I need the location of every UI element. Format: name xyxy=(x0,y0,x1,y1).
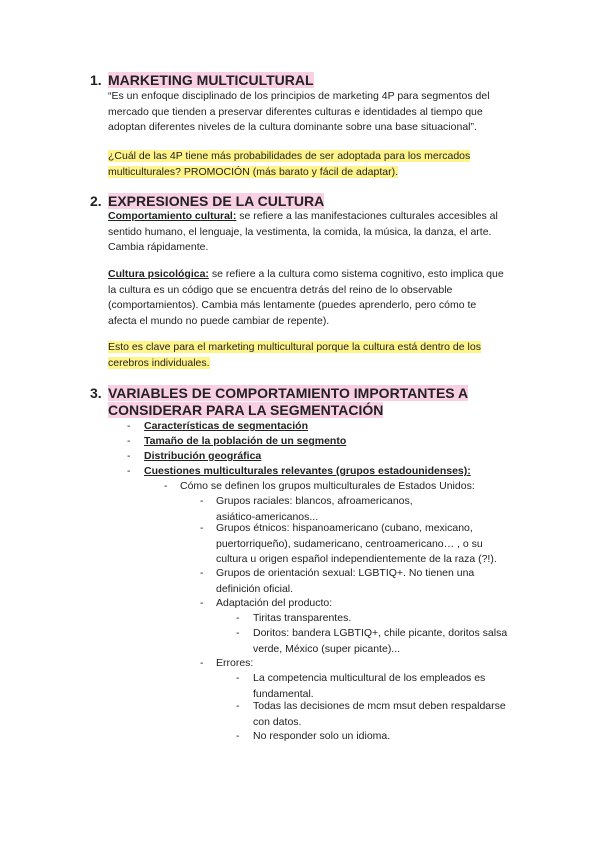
section-1-heading xyxy=(90,72,314,89)
item-line: verde, México (super picante)... xyxy=(253,642,401,655)
term-cultura-psicologica: Cultura psicológica: xyxy=(108,268,209,280)
paragraph-text: se refiere a la cultura como sistema cognitivo, esto implica que xyxy=(208,268,504,280)
psychological-culture-paragraph xyxy=(108,267,528,329)
question-4p xyxy=(108,149,528,180)
item-line: asiático-americanos... xyxy=(216,510,319,523)
quote-line: “Es un enfoque disciplinado de los principios de marketing 4P para segmentos del xyxy=(108,90,490,102)
paragraph-line: afecta el mundo no puede cambiar de repente). xyxy=(108,314,330,327)
bullet-dash: - xyxy=(127,465,131,477)
section-1-title: MARKETING MULTICULTURAL xyxy=(108,72,314,88)
cultural-behavior-paragraph xyxy=(108,209,528,256)
paragraph-line: (comportamientos). Cambia más lentamente (puedes aprenderlo, pero cómo te xyxy=(108,299,477,311)
item-line: cultura u origen español independientemente de la raza (?!). xyxy=(216,553,497,565)
bullet-dash: - xyxy=(127,450,131,462)
quote-line: mercado que tienden a preservar diferentes culturas e identidades al tiempo que xyxy=(108,105,483,118)
section-3-heading xyxy=(90,385,468,419)
error-item: No responder solo un idioma. xyxy=(253,730,391,742)
key-line: cerebros individuales. xyxy=(108,356,210,369)
sub-bullet-item: Cómo se definen los grupos multiculturales de Estados Unidos: xyxy=(180,480,475,492)
bullet-item: Cuestiones multiculturales relevantes (grupos estadounidenses): xyxy=(144,465,471,477)
item-line: Grupos de orientación sexual: LGBTIQ+. No tienen una xyxy=(216,567,475,579)
key-line: Esto es clave para el marketing multicultural porque la cultura está dentro de los xyxy=(108,341,481,353)
section-3-title: CONSIDERAR PARA LA SEGMENTACIÓN xyxy=(108,402,384,418)
item-line: Todas las decisiones de mcm msut deben respaldarse xyxy=(253,700,506,712)
section-3-title: VARIABLES DE COMPORTAMIENTO IMPORTANTES A xyxy=(108,385,469,401)
bullet-dash: - xyxy=(127,420,131,432)
item-line: La competencia multicultural de los empleados es xyxy=(253,672,486,684)
term-comportamiento-cultural: Comportamiento cultural: xyxy=(108,210,237,222)
item-line: Grupos étnicos: hispanoamericano (cubano, mexicano, xyxy=(216,522,473,534)
section-2-title: EXPRESIONES DE LA CULTURA xyxy=(108,193,325,209)
bullet-dash: - xyxy=(164,480,168,492)
paragraph-line: la cultura es un código que se encuentra detrás del reino de lo observable xyxy=(108,283,453,296)
bullet-dash: - xyxy=(236,627,240,639)
item-line: con datos. xyxy=(253,715,302,728)
error-item xyxy=(253,671,485,702)
error-item xyxy=(253,699,506,730)
group-sexual-orientation xyxy=(216,566,474,597)
bullet-dash: - xyxy=(200,597,204,609)
section-3-number: 3. xyxy=(90,385,102,401)
question-line: ¿Cuál de las 4P tiene más probabilidades de ser adoptada para los mercados xyxy=(108,150,471,162)
bullet-dash: - xyxy=(127,435,131,447)
item-line: puertorriqueño), sudamericano, centroamericano… , o su xyxy=(216,537,483,550)
group-ethnic xyxy=(216,521,497,568)
bullet-dash: - xyxy=(200,522,204,534)
item-line: definición oficial. xyxy=(216,582,294,595)
item-line: Grupos raciales: blancos, afroamericanos, xyxy=(216,495,413,507)
key-note xyxy=(108,340,528,371)
bullet-dash: - xyxy=(200,495,204,507)
bullet-item: Tamaño de la población de un segmento xyxy=(144,435,347,447)
bullet-item: Características de segmentación xyxy=(144,420,308,432)
bullet-dash: - xyxy=(236,672,240,684)
section-2-heading xyxy=(90,193,324,210)
adaptation-example: Tiritas transparentes. xyxy=(253,612,352,624)
bullet-dash: - xyxy=(200,567,204,579)
definition-quote xyxy=(108,89,528,136)
bullet-dash: - xyxy=(236,612,240,624)
section-1-number: 1. xyxy=(90,72,102,88)
paragraph-text: se refiere a las manifestaciones culturales accesibles al xyxy=(236,210,498,222)
quote-line: adoptan diferentes niveles de la cultura dominante sobre una base situacional”. xyxy=(108,121,477,133)
section-2-number: 2. xyxy=(90,193,102,209)
bullet-dash: - xyxy=(236,700,240,712)
paragraph-line: Cambia rápidamente. xyxy=(108,241,209,253)
bullet-dash: - xyxy=(236,730,240,742)
bullet-dash: - xyxy=(200,657,204,669)
bullet-item: Distribución geográfica xyxy=(144,450,262,462)
paragraph-line: sentido humano, el lenguaje, la vestimenta, la comida, la música, la danza, el arte. xyxy=(108,225,492,238)
item-line: fundamental. xyxy=(253,687,314,700)
product-adaptation: Adaptación del producto: xyxy=(216,597,333,609)
question-line: multiculturales? PROMOCIÓN (más barato y fácil de adaptar). xyxy=(108,165,399,178)
errors-heading: Errores: xyxy=(216,657,254,669)
adaptation-example xyxy=(253,626,507,657)
item-line: Doritos: bandera LGBTIQ+, chile picante, doritos salsa xyxy=(253,627,508,639)
